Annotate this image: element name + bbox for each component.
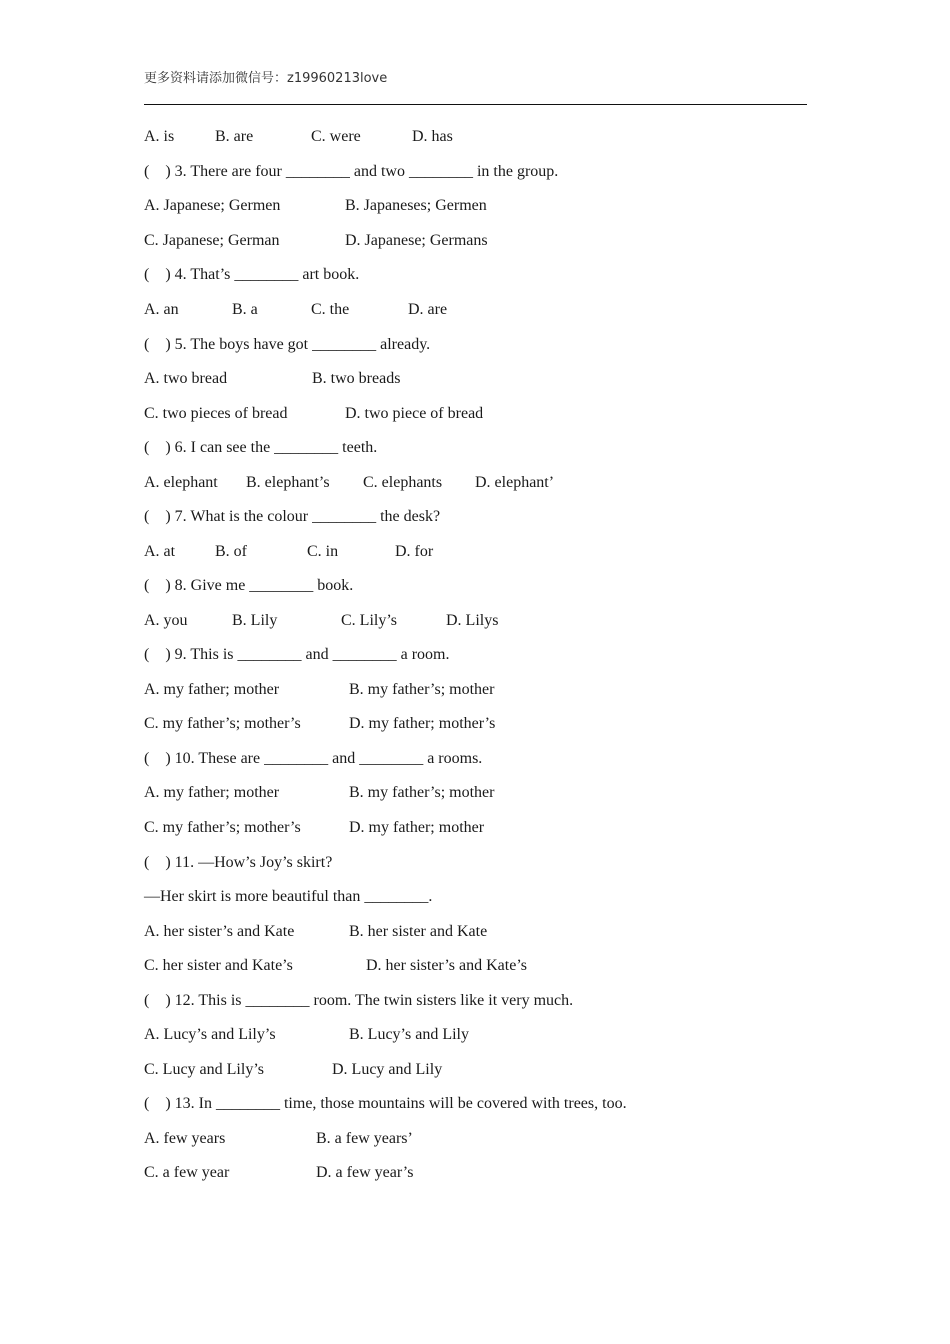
answer-option: A. you xyxy=(144,612,188,629)
answer-option: A. an xyxy=(144,301,179,318)
answer-option: D. a few year’s xyxy=(316,1164,414,1181)
options-row xyxy=(144,783,804,803)
question-text: ( ) 12. This is ________ room. The twin sisters like it very much. xyxy=(144,992,574,1009)
options-row xyxy=(144,542,804,562)
answer-option: C. a few year xyxy=(144,1164,230,1181)
answer-option: A. my father; mother xyxy=(144,784,280,801)
answer-option: C. two pieces of bread xyxy=(144,405,288,422)
question-text: —Her skirt is more beautiful than ________. xyxy=(144,888,433,905)
header-divider xyxy=(144,104,807,105)
options-row xyxy=(144,922,804,942)
answer-option: C. Japanese; German xyxy=(144,232,280,249)
answer-option: B. Lucy’s and Lily xyxy=(349,1026,469,1043)
answer-option: B. her sister and Kate xyxy=(349,923,488,940)
answer-option: D. elephant’ xyxy=(475,474,555,491)
answer-option: C. her sister and Kate’s xyxy=(144,957,293,974)
options-row xyxy=(144,231,804,251)
options-row xyxy=(144,369,804,389)
answer-option: D. Japanese; Germans xyxy=(345,232,488,249)
answer-option: A. Japanese; Germen xyxy=(144,197,281,214)
answer-option: D. her sister’s and Kate’s xyxy=(366,957,527,974)
answer-option: A. is xyxy=(144,128,175,145)
options-row xyxy=(144,300,804,320)
answer-option: A. two bread xyxy=(144,370,228,387)
options-row xyxy=(144,611,804,631)
answer-option: C. elephants xyxy=(363,474,443,491)
answer-option: C. were xyxy=(311,128,361,145)
options-row xyxy=(144,1163,804,1183)
question-text: ( ) 3. There are four ________ and two ________ in the group. xyxy=(144,163,559,180)
answer-option: A. few years xyxy=(144,1130,226,1147)
options-row xyxy=(144,404,804,424)
options-row xyxy=(144,473,804,493)
options-row xyxy=(144,1129,804,1149)
answer-option: C. my father’s; mother’s xyxy=(144,819,301,836)
answer-option: A. Lucy’s and Lily’s xyxy=(144,1026,276,1043)
question-text: ( ) 6. I can see the ________ teeth. xyxy=(144,439,378,456)
answer-option: B. are xyxy=(215,128,254,145)
answer-option: D. Lucy and Lily xyxy=(332,1061,443,1078)
question-text: ( ) 10. These are ________ and ________ a rooms. xyxy=(144,750,483,767)
options-row xyxy=(144,680,804,700)
answer-option: C. Lily’s xyxy=(341,612,398,629)
answer-option: D. has xyxy=(412,128,453,145)
answer-option: B. Lily xyxy=(232,612,278,629)
question-text: ( ) 9. This is ________ and ________ a room. xyxy=(144,646,450,663)
options-row xyxy=(144,127,804,147)
answer-option: C. my father’s; mother’s xyxy=(144,715,301,732)
options-row xyxy=(144,818,804,838)
answer-option: B. a few years’ xyxy=(316,1130,413,1147)
question-text: ( ) 13. In ________ time, those mountains will be covered with trees, too. xyxy=(144,1095,627,1112)
answer-option: D. my father; mother xyxy=(349,819,485,836)
answer-option: D. are xyxy=(408,301,448,318)
answer-option: A. at xyxy=(144,543,176,560)
question-text: ( ) 11. —How’s Joy’s skirt? xyxy=(144,854,333,871)
answer-option: A. my father; mother xyxy=(144,681,280,698)
options-row xyxy=(144,1025,804,1045)
page-header: 更多资料请添加微信号：z19960213love xyxy=(144,71,388,86)
answer-option: B. of xyxy=(215,543,247,560)
options-row xyxy=(144,956,804,976)
options-row xyxy=(144,196,804,216)
answer-option: B. a xyxy=(232,301,258,318)
question-text: ( ) 4. That’s ________ art book. xyxy=(144,266,360,283)
answer-option: D. my father; mother’s xyxy=(349,715,496,732)
options-row xyxy=(144,1060,804,1080)
answer-option: C. in xyxy=(307,543,339,560)
answer-option: C. the xyxy=(311,301,350,318)
options-row xyxy=(144,714,804,734)
question-text: ( ) 5. The boys have got ________ already. xyxy=(144,336,431,353)
answer-option: B. my father’s; mother xyxy=(349,681,495,698)
question-text: ( ) 8. Give me ________ book. xyxy=(144,577,354,594)
answer-option: D. two piece of bread xyxy=(345,405,484,422)
answer-option: A. elephant xyxy=(144,474,218,491)
answer-option: B. my father’s; mother xyxy=(349,784,495,801)
answer-option: A. her sister’s and Kate xyxy=(144,923,295,940)
answer-option: D. for xyxy=(395,543,434,560)
answer-option: B. Japaneses; Germen xyxy=(345,197,487,214)
question-text: ( ) 7. What is the colour ________ the desk? xyxy=(144,508,441,525)
answer-option: B. two breads xyxy=(312,370,401,387)
answer-option: B. elephant’s xyxy=(246,474,330,491)
answer-option: C. Lucy and Lily’s xyxy=(144,1061,264,1078)
answer-option: D. Lilys xyxy=(446,612,499,629)
